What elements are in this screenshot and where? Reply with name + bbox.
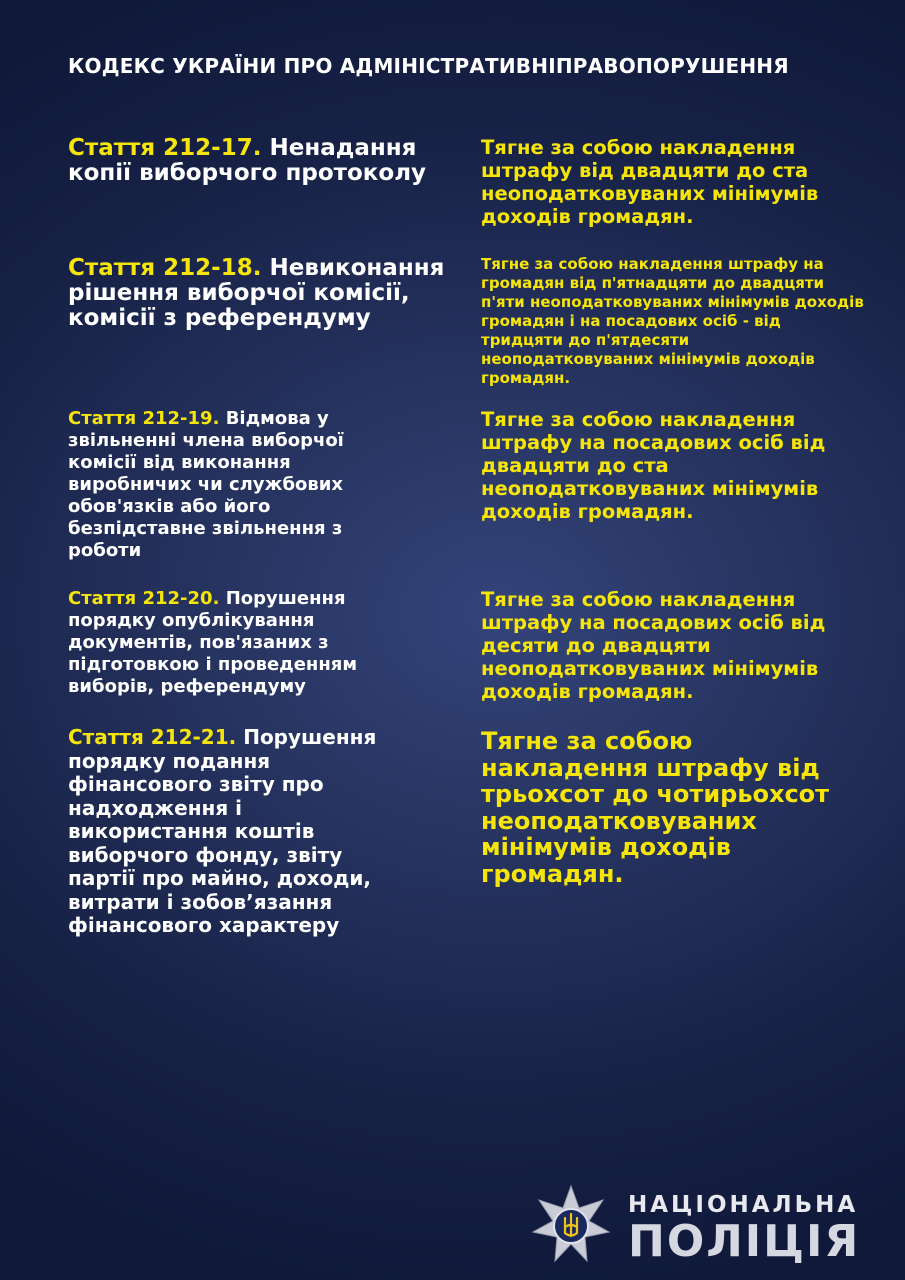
penalty-212-18: Тягне за собою накладення штрафу на громадян від п'ятнадцяти до двадцяти п'яти неоподатковуваних мінімумів доходів громадян і на посадових осіб - від тридцяти до п'ятдесяти неоподатковуваних мінімумів доходів громадян. bbox=[481, 255, 864, 387]
article-text: Ненадання копії виборчого протоколу bbox=[68, 135, 427, 186]
article-number: Стаття 212-21. bbox=[68, 725, 237, 749]
article-212-18 bbox=[68, 256, 453, 331]
penalty-212-17: Тягне за собою накладення штрафу від двадцяти до ста неоподатковуваних мінімумів доходів громадян. bbox=[481, 136, 819, 228]
article-text: Порушення порядку подання фінансового звіту про надходження і використання коштів виборчого фонду, звіту партії про майно, доходи, витрати і зобов’язання фінансового характеру bbox=[68, 725, 377, 937]
article-212-20 bbox=[68, 588, 408, 698]
penalty-212-20: Тягне за собою накладення штрафу на посадових осіб від десяти до двадцяти неоподатковуваних мінімумів доходів громадян. bbox=[481, 588, 826, 703]
article-text: Порушення порядку опублікування документів, пов'язаних з підготовкою і проведенням виборів, референдуму bbox=[68, 588, 358, 697]
police-badge-icon bbox=[530, 1183, 612, 1265]
article-text: Невиконання рішення виборчої комісії, комісії з референдуму bbox=[68, 255, 445, 331]
article-212-19 bbox=[68, 408, 398, 562]
footer-line2: ПОЛІЦІЯ bbox=[628, 1216, 861, 1267]
footer-line1: НАЦІОНАЛЬНА bbox=[628, 1192, 859, 1218]
article-number: Стаття 212-19. bbox=[68, 408, 220, 429]
penalty-212-19: Тягне за собою накладення штрафу на посадових осіб від двадцяти до ста неоподатковуваних мінімумів доходів громадян. bbox=[481, 408, 826, 523]
article-212-17 bbox=[68, 136, 448, 186]
article-number: Стаття 212-20. bbox=[68, 588, 220, 609]
page-title: КОДЕКС УКРАЇНИ ПРО АДМІНІСТРАТИВНІПРАВОПОРУШЕННЯ bbox=[68, 54, 789, 78]
article-number: Стаття 212-18. bbox=[68, 255, 262, 281]
article-number: Стаття 212-17. bbox=[68, 135, 262, 161]
article-212-21 bbox=[68, 726, 408, 938]
penalty-212-21: Тягне за собою накладення штрафу від трьохсот до чотирьохсот неоподатковуваних мінімумів доходів громадян. bbox=[481, 727, 830, 888]
article-text: Відмова у звільненні члена виборчої комісії від виконання виробничих чи службових обов'язків або його безпідставне звільнення з роботи bbox=[68, 408, 344, 561]
